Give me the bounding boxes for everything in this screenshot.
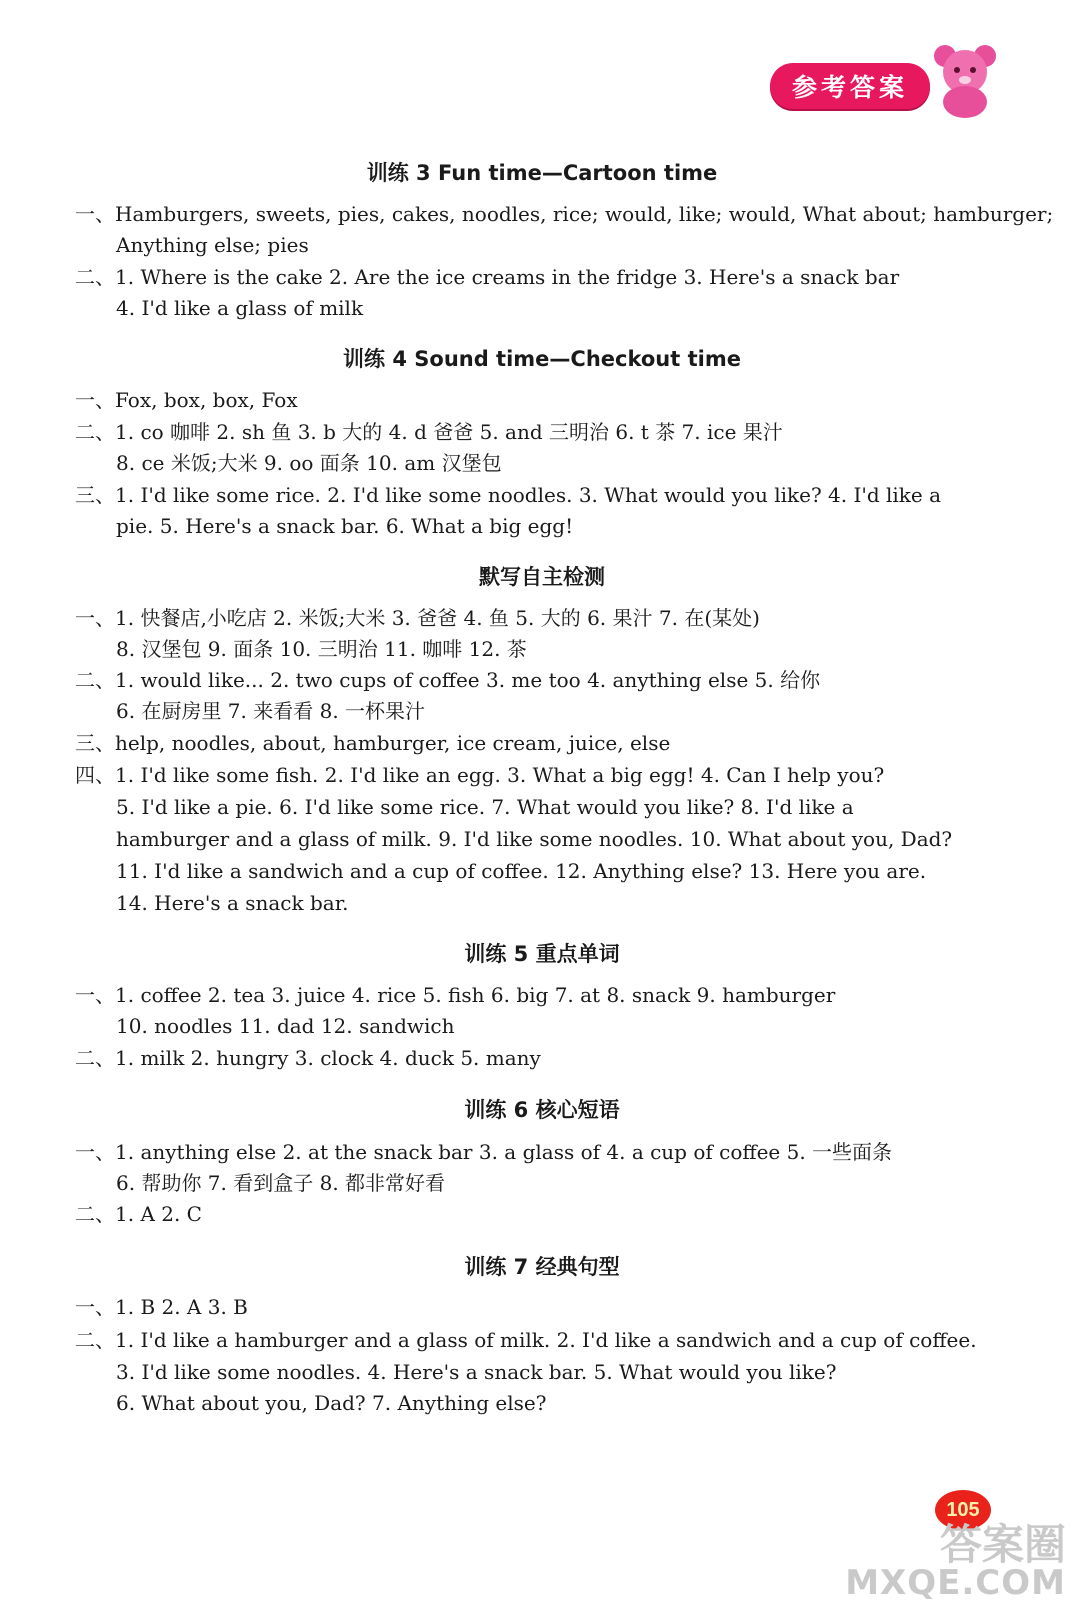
answer-key-badge: 参考答案 <box>770 63 930 109</box>
answer-line: 14. Here's a snack bar. <box>116 891 349 915</box>
answer-line: 二、1. Where is the cake 2. Are the ice creams in the fridge 3. Here's a snack bar <box>75 265 900 289</box>
watermark-url: MXQE.COM <box>845 1563 1066 1603</box>
answer-line: 8. ce 米饭;大米 9. oo 面条 10. am 汉堡包 <box>116 451 502 475</box>
answer-line: 二、1. A 2. C <box>75 1202 202 1226</box>
answer-line: 二、1. milk 2. hungry 3. clock 4. duck 5. many <box>75 1046 541 1070</box>
answer-line: 二、1. co 咖啡 2. sh 鱼 3. b 大的 4. d 爸爸 5. and 三明治 6. t 茶 7. ice 果汁 <box>75 420 783 444</box>
section-title: 训练 3 Fun time—Cartoon time <box>366 161 718 185</box>
answer-line: 一、Fox, box, box, Fox <box>75 388 298 412</box>
answer-line: 10. noodles 11. dad 12. sandwich <box>116 1014 455 1038</box>
answer-line: pie. 5. Here's a snack bar. 6. What a big egg! <box>116 514 574 538</box>
answer-line: 二、1. I'd like a hamburger and a glass of milk. 2. I'd like a sandwich and a cup of coffee. <box>75 1328 977 1352</box>
section-title: 训练 5 重点单词 <box>464 942 620 966</box>
answer-line: 6. What about you, Dad? 7. Anything else? <box>116 1391 547 1415</box>
section-title: 训练 4 Sound time—Checkout time <box>343 347 741 371</box>
answer-line: 三、1. I'd like some rice. 2. I'd like some noodles. 3. What would you like? 4. I'd like a <box>75 483 942 507</box>
answer-line: hamburger and a glass of milk. 9. I'd like some noodles. 10. What about you, Dad? <box>116 827 953 851</box>
answer-line: 5. I'd like a pie. 6. I'd like some rice. 7. What would you like? 8. I'd like a <box>116 795 854 819</box>
answer-line: 四、1. I'd like some fish. 2. I'd like an egg. 3. What a big egg! 4. Can I help you? <box>75 763 885 787</box>
section-title: 训练 6 核心短语 <box>464 1098 620 1122</box>
answer-line: 三、help, noodles, about, hamburger, ice cream, juice, else <box>75 731 671 755</box>
answer-line: 一、1. B 2. A 3. B <box>75 1295 248 1319</box>
bear-icon <box>930 40 1000 120</box>
page-number: 105 <box>935 1490 991 1530</box>
watermark-logo-text: 答案圈 <box>939 1520 1066 1569</box>
answer-line: 一、Hamburgers, sweets, pies, cakes, noodles, rice; would, like; would, What about; hamburger; <box>75 202 1054 226</box>
answer-line: 一、1. coffee 2. tea 3. juice 4. rice 5. fish 6. big 7. at 8. snack 9. hamburger <box>75 983 836 1007</box>
answer-line: 6. 在厨房里 7. 来看看 8. 一杯果汁 <box>116 699 426 723</box>
section-title: 训练 7 经典句型 <box>464 1255 620 1279</box>
answer-line: 3. I'd like some noodles. 4. Here's a snack bar. 5. What would you like? <box>116 1360 837 1384</box>
section-title: 默写自主检测 <box>479 565 605 589</box>
answer-line: 4. I'd like a glass of milk <box>116 296 364 320</box>
answer-line: 6. 帮助你 7. 看到盒子 8. 都非常好看 <box>116 1171 446 1195</box>
answer-line: 一、1. anything else 2. at the snack bar 3. a glass of 4. a cup of coffee 5. 一些面条 <box>75 1140 893 1164</box>
answer-line: 二、1. would like... 2. two cups of coffee 3. me too 4. anything else 5. 给你 <box>75 668 821 692</box>
answer-line: Anything else; pies <box>116 233 309 257</box>
answer-line: 一、1. 快餐店,小吃店 2. 米饭;大米 3. 爸爸 4. 鱼 5. 大的 6. 果汁 7. 在(某处) <box>75 606 760 630</box>
watermark <box>845 1520 1066 1603</box>
answer-line: 11. I'd like a sandwich and a cup of coffee. 12. Anything else? 13. Here you are. <box>116 859 927 883</box>
answer-line: 8. 汉堡包 9. 面条 10. 三明治 11. 咖啡 12. 茶 <box>116 637 527 661</box>
